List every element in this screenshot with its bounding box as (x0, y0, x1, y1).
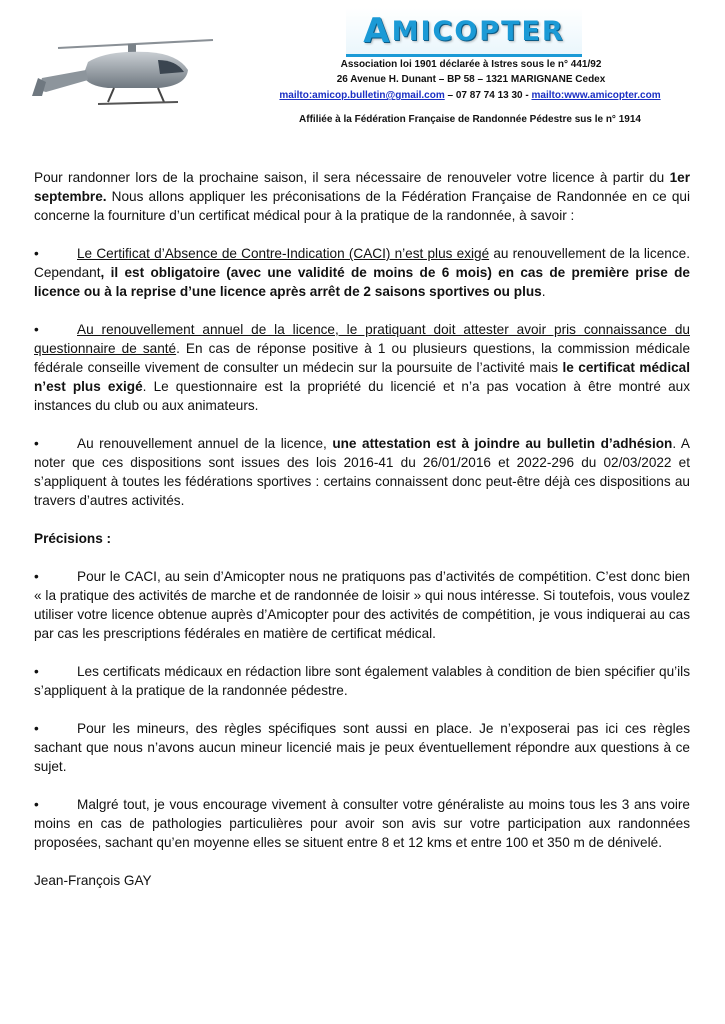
association-line: Association loi 1901 déclarée à Istres sous le n° 441/92 (340, 59, 602, 70)
helicopter-icon (28, 30, 218, 120)
amicopter-logo: A MICOPTER (346, 8, 582, 57)
precision-item: • Pour les mineurs, des règles spécifiques sont aussi en place. Je n’exposerai pas ici ces règles sachant que nous n’avons aucun mineur licencié mais je peux éventuellement répondre aux questions à ce sujet. (34, 721, 690, 774)
letterhead (0, 0, 725, 140)
affiliation-line: Affiliée à la Fédération Française de Randonnée Pédestre sus le n° 1914 (299, 114, 641, 125)
item-attestation: • Au renouvellement annuel de la licence, une attestation est à joindre au bulletin d’adhésion. A noter que ces dispositions sont issues des lois 2016-41 du 26/01/2016 et 2022-296 du 02/03/2022 et s’appliquent à toutes les fédérations sportives : certains connaissent donc peut-être déjà ces dispositions au travers d’autres activités. (34, 436, 690, 508)
address-line: 26 Avenue H. Dunant – BP 58 – 1321 MARIGNANE Cedex (336, 74, 606, 85)
precisions-heading: Précisions : (34, 531, 112, 546)
letter-body (34, 168, 690, 909)
email-link[interactable]: mailto:amicop.bulletin@gmail.com (279, 90, 445, 101)
precision-item: • Pour le CACI, au sein d’Amicopter nous ne pratiquons pas d’activités de compétition. C’est donc bien « la pratique des activités de marche et de randonnée de loisir » qui nous intéresse. Si toutefois, vous voulez utiliser votre licence obtenue auprès d’Amicopter pour des activités de compétition, je vous indiquerai au cas par cas les prescriptions fédérales en matière de certificat médical. (34, 569, 690, 641)
item-questionnaire: • Au renouvellement annuel de la licence, le pratiquant doit attester avoir pris connaissance du questionnaire de santé. En cas de réponse positive à 1 ou plusieurs questions, la commission médicale fédérale conseille vivement de consulter un médecin sur la poursuite de l’activité mais le certificat médical n’est plus exigé. Le questionnaire est la propriété du licencié et n’a pas vocation à être montré aux instances du club ou aux animateurs. (34, 322, 691, 413)
precision-item: • Les certificats médicaux en rédaction libre sont également valables à condition de bien spécifier qu’ils s’appliquent à la pratique de la randonnée pédestre. (34, 664, 690, 698)
intro-paragraph: Pour randonner lors de la prochaine saison, il sera nécessaire de renouveler votre licence à partir du 1er septembre. Nous allons appliquer les préconisations de la Fédération Française de Randonnée en ce qui concerne la fourniture d’un certificat médical pour à la pratique de la randonnée, à savoir : (34, 170, 690, 223)
website-link[interactable]: mailto:www.amicopter.com (531, 90, 661, 101)
contact-line: mailto:amicop.bulletin@gmail.com – 07 87 74 13 30 - mailto:www.amicopter.com (279, 90, 661, 101)
precision-item: • Malgré tout, je vous encourage vivement à consulter votre généraliste au moins tous les 3 ans voire moins en cas de pathologies particulières pour avoir son avis sur votre participation aux randonnées proposées, sachant qu’en moyenne elles se situent entre 8 et 12 kms et entre 100 et 350 m de dénivelé. (34, 797, 690, 850)
phone-number: 07 87 74 13 30 (455, 90, 523, 101)
signature: Jean-François GAY (34, 873, 152, 888)
item-caci: • Le Certificat d’Absence de Contre-Indication (CACI) n’est plus exigé au renouvellement de la licence. Cependant, il est obligatoire (avec une validité de moins de 6 mois) en cas de première prise de licence ou à la reprise d’une licence après arrêt de 2 saisons sportives ou plus. (34, 246, 690, 299)
